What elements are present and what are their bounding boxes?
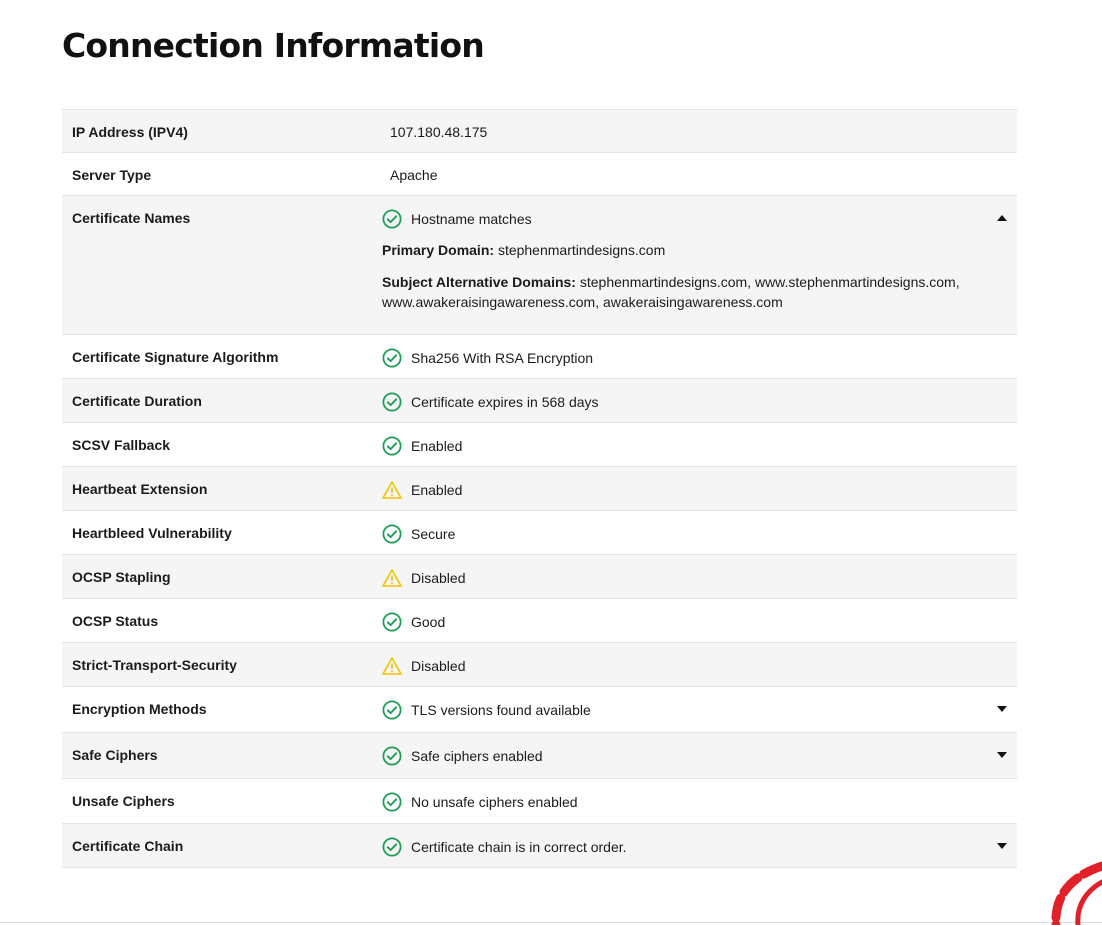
row-server-type <box>62 153 1017 196</box>
row-value <box>372 335 1017 379</box>
swirl-decoration-icon <box>1040 860 1102 925</box>
row-safe-ciphers[interactable] <box>62 733 1017 779</box>
status-text: Enabled <box>411 438 463 454</box>
row-ip-address <box>62 110 1017 153</box>
page-title: Connection Information <box>62 26 484 65</box>
row-value <box>372 555 1017 599</box>
certificate-name-details <box>382 240 1017 312</box>
row-value <box>372 467 1017 511</box>
status-text: Enabled <box>411 482 463 498</box>
warning-triangle-icon <box>382 480 402 500</box>
primary-domain-value: stephenmartindesigns.com <box>497 242 666 258</box>
row-value: 107.180.48.175 <box>372 110 1017 153</box>
row-value <box>372 599 1017 643</box>
status-text: No unsafe ciphers enabled <box>411 794 578 810</box>
status-text: Safe ciphers enabled <box>411 748 543 764</box>
collapse-up-icon[interactable] <box>997 215 1007 221</box>
check-circle-icon <box>382 348 402 368</box>
row-label: OCSP Stapling <box>62 555 372 599</box>
row-label: Encryption Methods <box>62 687 372 733</box>
row-encryption-methods[interactable] <box>62 687 1017 733</box>
check-circle-icon <box>382 209 402 229</box>
warning-triangle-icon <box>382 568 402 588</box>
status-text: Disabled <box>411 570 466 586</box>
status-text: Hostname matches <box>411 211 532 227</box>
check-circle-icon <box>382 524 402 544</box>
alt-domains-label: Subject Alternative Domains: <box>382 274 576 290</box>
row-value: Apache <box>372 153 1017 196</box>
check-circle-icon <box>382 392 402 412</box>
row-certificate-chain[interactable] <box>62 824 1017 868</box>
row-label: IP Address (IPV4) <box>62 110 372 153</box>
row-label: Strict-Transport-Security <box>62 643 372 687</box>
row-value <box>372 423 1017 467</box>
row-label: Certificate Duration <box>62 379 372 423</box>
row-scsv-fallback <box>62 423 1017 467</box>
check-circle-icon <box>382 436 402 456</box>
row-value <box>372 779 1017 824</box>
row-ocsp-status <box>62 599 1017 643</box>
check-circle-icon <box>382 792 402 812</box>
primary-domain-label: Primary Domain: <box>382 242 495 258</box>
row-label: OCSP Status <box>62 599 372 643</box>
connection-info-table <box>62 109 1017 868</box>
footer-divider <box>0 922 1102 923</box>
row-certificate-signature-algorithm <box>62 335 1017 379</box>
row-heartbleed-vulnerability <box>62 511 1017 555</box>
row-label: SCSV Fallback <box>62 423 372 467</box>
warning-triangle-icon <box>382 656 402 676</box>
check-circle-icon <box>382 837 402 857</box>
row-label: Certificate Chain <box>62 824 372 868</box>
check-circle-icon <box>382 746 402 766</box>
status-text: Sha256 With RSA Encryption <box>411 350 594 366</box>
row-label: Unsafe Ciphers <box>62 779 372 824</box>
subject-alternative-domains <box>382 272 987 312</box>
row-ocsp-stapling <box>62 555 1017 599</box>
status-text: Disabled <box>411 658 466 674</box>
row-value <box>372 196 1017 335</box>
expand-down-icon[interactable] <box>997 752 1007 758</box>
status-text: Certificate chain is in correct order. <box>411 839 627 855</box>
status-text: Good <box>411 614 446 630</box>
row-value <box>372 687 1017 733</box>
primary-domain <box>382 240 987 260</box>
row-unsafe-ciphers <box>62 779 1017 824</box>
check-circle-icon <box>382 612 402 632</box>
row-value <box>372 824 1017 868</box>
row-value <box>372 379 1017 423</box>
row-label: Safe Ciphers <box>62 733 372 779</box>
row-label: Certificate Names <box>62 196 372 335</box>
row-value <box>372 643 1017 687</box>
status-text: TLS versions found available <box>411 702 591 718</box>
row-value <box>372 733 1017 779</box>
row-label: Certificate Signature Algorithm <box>62 335 372 379</box>
row-strict-transport-security <box>62 643 1017 687</box>
expand-down-icon[interactable] <box>997 843 1007 849</box>
alt-domains-value: stephenmartindesigns.com, www.stephenmartindesigns.com, www.awakeraisingawareness.com, awakeraisingawareness.com <box>382 274 960 310</box>
row-label: Heartbleed Vulnerability <box>62 511 372 555</box>
row-label: Heartbeat Extension <box>62 467 372 511</box>
row-value <box>372 511 1017 555</box>
status-text: Certificate expires in 568 days <box>411 394 599 410</box>
row-certificate-names[interactable] <box>62 196 1017 335</box>
expand-down-icon[interactable] <box>997 706 1007 712</box>
row-heartbeat-extension <box>62 467 1017 511</box>
check-circle-icon <box>382 700 402 720</box>
row-certificate-duration <box>62 379 1017 423</box>
status-text: Secure <box>411 526 456 542</box>
row-label: Server Type <box>62 153 372 196</box>
